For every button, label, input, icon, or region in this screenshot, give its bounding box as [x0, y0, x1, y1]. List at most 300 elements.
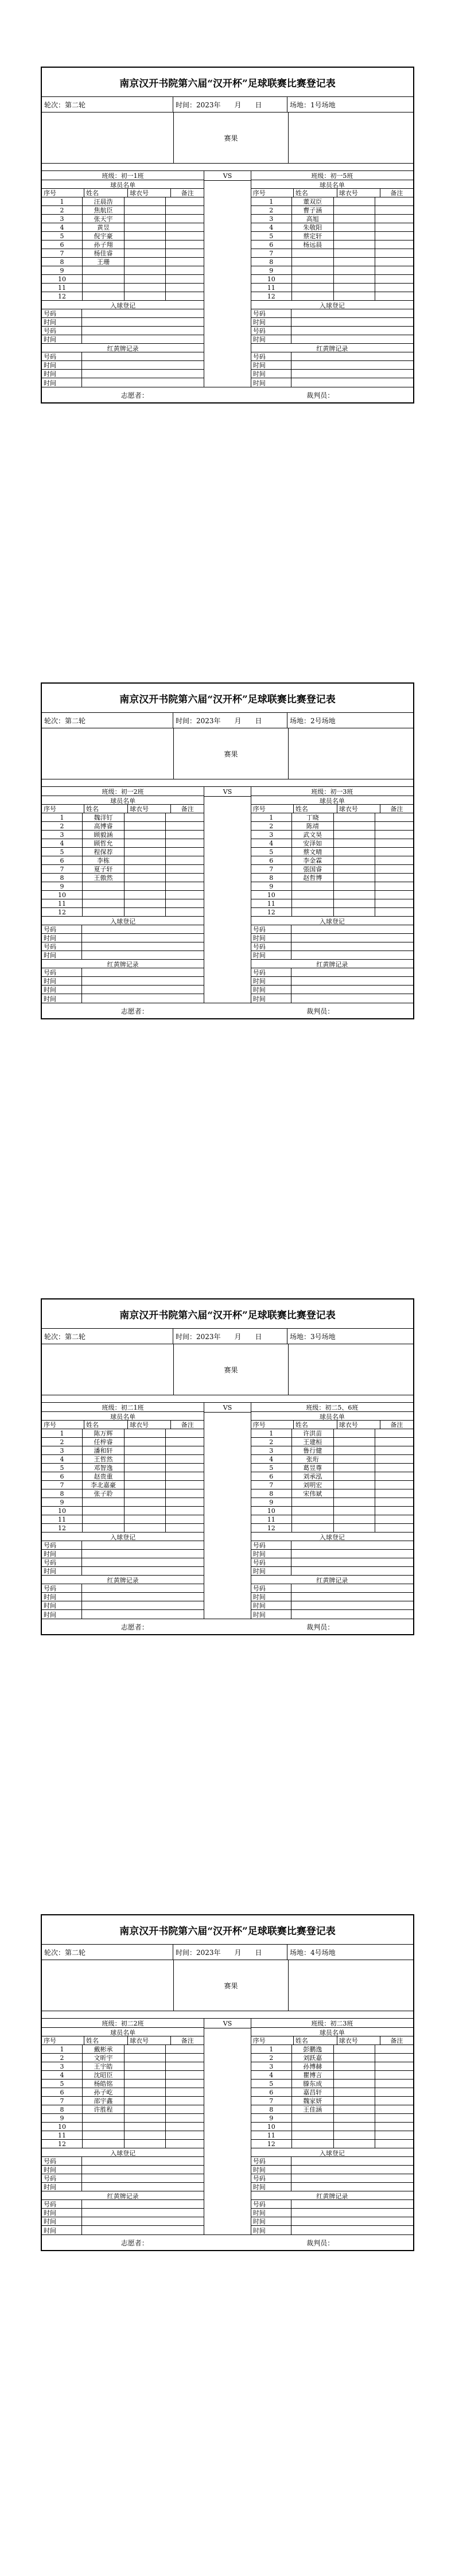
player-no: 5 — [42, 2080, 83, 2088]
player-no: 1 — [251, 813, 292, 821]
player-remark — [375, 2114, 413, 2122]
player-remark — [166, 1524, 204, 1532]
goal-record-row — [42, 1550, 204, 1558]
player-name — [292, 1507, 334, 1515]
goal-record-row — [251, 942, 413, 951]
round-cell: 轮次：第二轮 — [42, 97, 173, 112]
player-no: 12 — [42, 1524, 83, 1532]
player-remark — [166, 848, 204, 856]
player-remark — [166, 249, 204, 257]
player-remark — [375, 2062, 413, 2070]
player-name — [292, 2140, 334, 2148]
player-name: 孙子翔 — [83, 240, 125, 249]
player-list-heading: 球员名单 — [251, 180, 413, 189]
result-row — [42, 1344, 413, 1395]
card-record-heading: 红黄牌记录 — [251, 2191, 413, 2200]
record-value — [291, 934, 413, 942]
col-name: 姓名 — [84, 2036, 128, 2044]
venue-cell: 场地：2号场地 — [290, 716, 336, 725]
player-row — [42, 2045, 204, 2054]
player-name: 顾哲允 — [83, 839, 125, 847]
player-no: 5 — [42, 848, 83, 856]
record-value — [291, 1567, 413, 1575]
record-label: 号码 — [42, 2200, 82, 2208]
player-name: 高旭 — [292, 215, 334, 223]
goal-record-row — [251, 2166, 413, 2174]
signature-row — [42, 2234, 413, 2250]
card-record-heading: 红黄牌记录 — [251, 1576, 413, 1584]
player-name — [292, 258, 334, 266]
registration-sheet — [41, 1914, 414, 2251]
card-record-row — [42, 2217, 204, 2226]
player-name: 滕东成 — [292, 2080, 334, 2088]
player-name: 张天宇 — [83, 215, 125, 223]
player-no: 12 — [42, 908, 83, 916]
time-cell: 时间：2023年 月 日 — [173, 1945, 287, 1960]
player-row — [42, 2131, 204, 2140]
player-row — [251, 2114, 413, 2123]
team-b — [251, 171, 413, 387]
record-value — [82, 2183, 204, 2191]
player-number — [334, 2054, 375, 2062]
card-record-row — [42, 2209, 204, 2217]
player-table-header — [251, 805, 413, 813]
player-no: 11 — [42, 2131, 83, 2139]
player-row — [251, 1507, 413, 1515]
player-remark — [375, 258, 413, 266]
player-row — [42, 1429, 204, 1438]
player-number — [125, 206, 166, 214]
player-number — [125, 232, 166, 240]
player-remark — [375, 1481, 413, 1489]
player-no: 1 — [42, 197, 83, 205]
player-no: 3 — [42, 831, 83, 839]
player-name: 许洪苗 — [292, 1429, 334, 1437]
player-number — [334, 197, 375, 205]
player-number — [334, 1498, 375, 1506]
player-no: 5 — [42, 1464, 83, 1472]
player-number — [125, 215, 166, 223]
player-name: 任梓睿 — [83, 1438, 125, 1446]
player-number — [125, 1489, 166, 1498]
venue-cell: 场地：4号场地 — [290, 1948, 336, 1957]
player-number — [334, 275, 375, 283]
player-number — [334, 206, 375, 214]
result-row — [42, 1960, 413, 2011]
player-no: 8 — [251, 2105, 292, 2113]
player-no: 6 — [42, 856, 83, 864]
goal-record-row — [251, 925, 413, 934]
player-no: 8 — [42, 874, 83, 882]
card-record-row — [251, 1601, 413, 1610]
player-name: 孙博赫 — [292, 2062, 334, 2070]
player-name: 沈昭臣 — [83, 2071, 125, 2079]
player-number — [125, 822, 166, 830]
player-row — [251, 2054, 413, 2062]
player-number — [125, 1498, 166, 1506]
player-row — [251, 2045, 413, 2054]
player-remark — [166, 266, 204, 274]
player-remark — [375, 2123, 413, 2131]
player-remark — [166, 2045, 204, 2053]
record-value — [82, 977, 204, 985]
player-name: 魏洋钉 — [83, 813, 125, 821]
teams-section — [42, 2019, 413, 2234]
result-label: 赛果 — [174, 728, 289, 779]
player-no: 9 — [42, 266, 83, 274]
record-label: 时间 — [251, 361, 291, 369]
player-remark — [375, 292, 413, 300]
player-no: 4 — [251, 223, 292, 231]
player-name: 魏家妍 — [292, 2097, 334, 2105]
player-no: 8 — [42, 2105, 83, 2113]
player-list-heading: 球员名单 — [42, 796, 204, 805]
record-value — [82, 2200, 204, 2208]
player-row — [42, 882, 204, 891]
card-record-row — [42, 352, 204, 361]
player-number — [125, 1472, 166, 1480]
record-label: 时间 — [251, 977, 291, 985]
record-label: 时间 — [42, 335, 82, 343]
player-number — [334, 822, 375, 830]
player-number — [334, 882, 375, 890]
player-no: 2 — [42, 206, 83, 214]
player-row — [251, 839, 413, 848]
player-number — [334, 2062, 375, 2070]
card-record-row — [42, 986, 204, 994]
volunteer-label: 志愿者： — [120, 1007, 149, 1015]
player-row — [251, 2105, 413, 2114]
player-remark — [166, 1472, 204, 1480]
record-label: 号码 — [251, 942, 291, 951]
record-label: 时间 — [42, 2209, 82, 2217]
col-remark: 备注 — [390, 189, 403, 197]
record-value — [82, 318, 204, 326]
player-no: 3 — [42, 1446, 83, 1454]
player-no: 8 — [251, 1489, 292, 1498]
player-number — [334, 1455, 375, 1463]
player-no: 4 — [42, 223, 83, 231]
player-row — [42, 2054, 204, 2062]
player-row — [251, 232, 413, 240]
record-label: 号码 — [42, 942, 82, 951]
goal-record-row — [251, 2183, 413, 2191]
player-row — [42, 2071, 204, 2080]
record-label: 时间 — [251, 2209, 291, 2217]
record-value — [291, 925, 413, 933]
record-label: 时间 — [251, 1601, 291, 1609]
player-no: 8 — [42, 258, 83, 266]
player-no: 11 — [42, 1515, 83, 1523]
player-row — [251, 2123, 413, 2131]
card-record-row — [42, 994, 204, 1003]
time-cell: 时间：2023年 月 日 — [173, 1329, 287, 1344]
player-name: 顾毅涵 — [83, 831, 125, 839]
player-name: 張国睿 — [292, 865, 334, 873]
card-record-row — [42, 1584, 204, 1593]
record-label: 时间 — [251, 2217, 291, 2225]
record-label: 时间 — [42, 318, 82, 326]
card-record-row — [251, 1584, 413, 1593]
player-row — [251, 2080, 413, 2088]
goal-record-heading: 入球登记 — [42, 2148, 204, 2157]
player-name: 蔡定轩 — [292, 232, 334, 240]
goal-record-row — [42, 925, 204, 934]
player-name: 黄昱 — [83, 223, 125, 231]
player-remark — [375, 215, 413, 223]
record-label: 时间 — [42, 378, 82, 387]
player-name: 蔡文晴 — [292, 848, 334, 856]
record-value — [291, 1584, 413, 1592]
record-label: 号码 — [42, 968, 82, 976]
player-name: 杨皓铭 — [83, 2080, 125, 2088]
col-remark: 备注 — [181, 1421, 194, 1429]
record-value — [291, 309, 413, 317]
player-row — [42, 1446, 204, 1455]
player-name — [292, 1515, 334, 1523]
player-no: 1 — [42, 2045, 83, 2053]
player-row — [42, 874, 204, 882]
player-row — [42, 899, 204, 908]
player-no: 2 — [42, 2054, 83, 2062]
record-value — [291, 361, 413, 369]
player-name: 邓智逸 — [83, 1464, 125, 1472]
record-value — [291, 2200, 413, 2208]
goal-record-row — [251, 2174, 413, 2183]
player-no: 12 — [42, 2140, 83, 2148]
player-number — [125, 813, 166, 821]
player-name — [83, 1515, 125, 1523]
player-name: 王建桓 — [292, 1438, 334, 1446]
record-value — [291, 2226, 413, 2234]
player-remark — [166, 258, 204, 266]
record-value — [82, 934, 204, 942]
signature-row — [42, 387, 413, 402]
result-label: 赛果 — [174, 112, 289, 163]
player-remark — [166, 2131, 204, 2139]
player-no: 9 — [42, 2114, 83, 2122]
record-value — [291, 1541, 413, 1549]
goal-record-row — [42, 951, 204, 960]
player-number — [125, 2080, 166, 2088]
player-number — [334, 2080, 375, 2088]
record-value — [82, 1610, 204, 1619]
player-no: 7 — [42, 865, 83, 873]
player-remark — [375, 240, 413, 249]
player-name — [83, 908, 125, 916]
record-value — [291, 327, 413, 335]
record-label: 时间 — [42, 370, 82, 378]
player-name: 王傲然 — [83, 874, 125, 882]
goal-record-row — [251, 1558, 413, 1567]
player-row — [42, 215, 204, 223]
player-number — [125, 882, 166, 890]
team-name: 班级：初一1班 — [42, 171, 204, 180]
record-label: 号码 — [251, 1558, 291, 1566]
record-value — [291, 370, 413, 378]
record-label: 时间 — [251, 318, 291, 326]
record-label: 时间 — [42, 1610, 82, 1619]
player-row — [42, 266, 204, 275]
player-table-header — [42, 1421, 204, 1429]
record-value — [82, 986, 204, 994]
player-number — [334, 292, 375, 300]
player-remark — [375, 266, 413, 274]
vs-column — [204, 2019, 251, 2234]
sheet-title: 南京汉开书院第六届“汉开杯”足球联赛比赛登记表 — [42, 1915, 413, 1945]
signature-row — [42, 1619, 413, 1634]
player-name: 朱敬阳 — [292, 223, 334, 231]
player-number — [334, 1438, 375, 1446]
player-remark — [375, 1524, 413, 1532]
player-row — [251, 848, 413, 856]
player-table-header — [251, 2036, 413, 2045]
goal-record-row — [42, 335, 204, 344]
goal-record-row — [42, 1541, 204, 1550]
player-row — [251, 1446, 413, 1455]
team-a — [42, 787, 204, 1003]
goal-record-heading: 入球登记 — [251, 301, 413, 309]
result-left-cell — [42, 112, 174, 163]
card-record-row — [251, 361, 413, 370]
player-name — [83, 284, 125, 292]
player-row — [42, 1515, 204, 1524]
goal-record-heading: 入球登记 — [42, 917, 204, 925]
record-value — [82, 1550, 204, 1558]
player-name: 邵宇鑫 — [83, 2097, 125, 2105]
player-no: 2 — [42, 822, 83, 830]
col-no: 序号 — [42, 189, 84, 197]
col-number: 球衣号 — [337, 189, 380, 197]
goal-record-row — [42, 309, 204, 318]
player-name: 刘承泓 — [292, 1472, 334, 1480]
record-value — [291, 1558, 413, 1566]
player-number — [125, 1429, 166, 1437]
goal-record-row — [251, 2157, 413, 2166]
player-remark — [166, 2062, 204, 2070]
player-name — [83, 1507, 125, 1515]
card-record-row — [251, 986, 413, 994]
player-remark — [166, 2097, 204, 2105]
vs-column — [204, 171, 251, 387]
record-value — [291, 352, 413, 360]
registration-sheet — [41, 1298, 414, 1635]
result-row — [42, 728, 413, 779]
player-list-heading: 球员名单 — [42, 2028, 204, 2036]
col-name: 姓名 — [84, 189, 128, 197]
record-label: 号码 — [42, 1584, 82, 1592]
player-name: 董双臣 — [292, 197, 334, 205]
player-remark — [375, 1464, 413, 1472]
record-label: 时间 — [251, 2183, 291, 2191]
player-no: 7 — [42, 249, 83, 257]
player-no: 11 — [42, 899, 83, 907]
player-remark — [375, 206, 413, 214]
player-number — [334, 874, 375, 882]
player-number — [334, 223, 375, 231]
player-name: 潘和轩 — [83, 1446, 125, 1454]
player-name: 许胜程 — [83, 2105, 125, 2113]
result-row — [42, 112, 413, 164]
player-remark — [166, 908, 204, 916]
col-no: 序号 — [251, 189, 294, 197]
player-name — [292, 249, 334, 257]
player-no: 5 — [251, 848, 292, 856]
result-right-cell — [289, 112, 413, 163]
record-label: 号码 — [42, 2174, 82, 2182]
player-no: 10 — [251, 1507, 292, 1515]
record-value — [291, 2166, 413, 2174]
player-number — [334, 856, 375, 864]
vs-label: VS — [204, 1403, 251, 1413]
signature-row — [42, 1003, 413, 1018]
player-row — [251, 1464, 413, 1472]
goal-record-row — [251, 309, 413, 318]
player-row — [251, 1498, 413, 1507]
record-value — [291, 1593, 413, 1601]
col-name: 姓名 — [294, 2036, 337, 2044]
player-no: 11 — [251, 1515, 292, 1523]
team-a — [42, 1403, 204, 1619]
player-remark — [166, 2071, 204, 2079]
record-value — [82, 378, 204, 387]
player-row — [42, 908, 204, 917]
player-name: 夏子轩 — [83, 865, 125, 873]
player-no: 9 — [251, 266, 292, 274]
card-record-heading: 红黄牌记录 — [42, 1576, 204, 1584]
goal-record-row — [42, 2157, 204, 2166]
record-value — [82, 951, 204, 959]
team-name: 班级：初二3班 — [251, 2019, 413, 2028]
player-name: 王佳涵 — [292, 2105, 334, 2113]
player-remark — [375, 1498, 413, 1506]
player-row — [251, 223, 413, 232]
player-number — [334, 284, 375, 292]
player-number — [334, 1464, 375, 1472]
record-label: 号码 — [251, 2157, 291, 2165]
record-label: 时间 — [251, 1550, 291, 1558]
vs-label: VS — [204, 2019, 251, 2028]
player-row — [251, 206, 413, 215]
player-list-heading: 球员名单 — [251, 796, 413, 805]
registration-sheet — [41, 682, 414, 1019]
player-remark — [166, 813, 204, 821]
col-number: 球衣号 — [337, 1421, 380, 1429]
player-no: 3 — [251, 831, 292, 839]
player-remark — [375, 2071, 413, 2079]
player-row — [42, 232, 204, 240]
player-number — [334, 2131, 375, 2139]
col-number: 球衣号 — [337, 2036, 380, 2044]
player-name: 李栋 — [83, 856, 125, 864]
col-number: 球衣号 — [337, 805, 380, 813]
player-number — [125, 223, 166, 231]
player-number — [125, 249, 166, 257]
player-name: 李金霖 — [292, 856, 334, 864]
player-no: 2 — [251, 2054, 292, 2062]
player-name: 杨佳睿 — [83, 249, 125, 257]
record-value — [291, 2174, 413, 2182]
player-list-heading: 球员名单 — [42, 180, 204, 189]
sheet-title: 南京汉开书院第六届“汉开杯”足球联赛比赛登记表 — [42, 1299, 413, 1329]
player-remark — [375, 249, 413, 257]
player-name: 高博睿 — [83, 822, 125, 830]
player-row — [42, 1489, 204, 1498]
player-name: 张子聆 — [83, 1489, 125, 1498]
player-row — [42, 1455, 204, 1464]
player-name — [292, 266, 334, 274]
player-row — [251, 275, 413, 284]
